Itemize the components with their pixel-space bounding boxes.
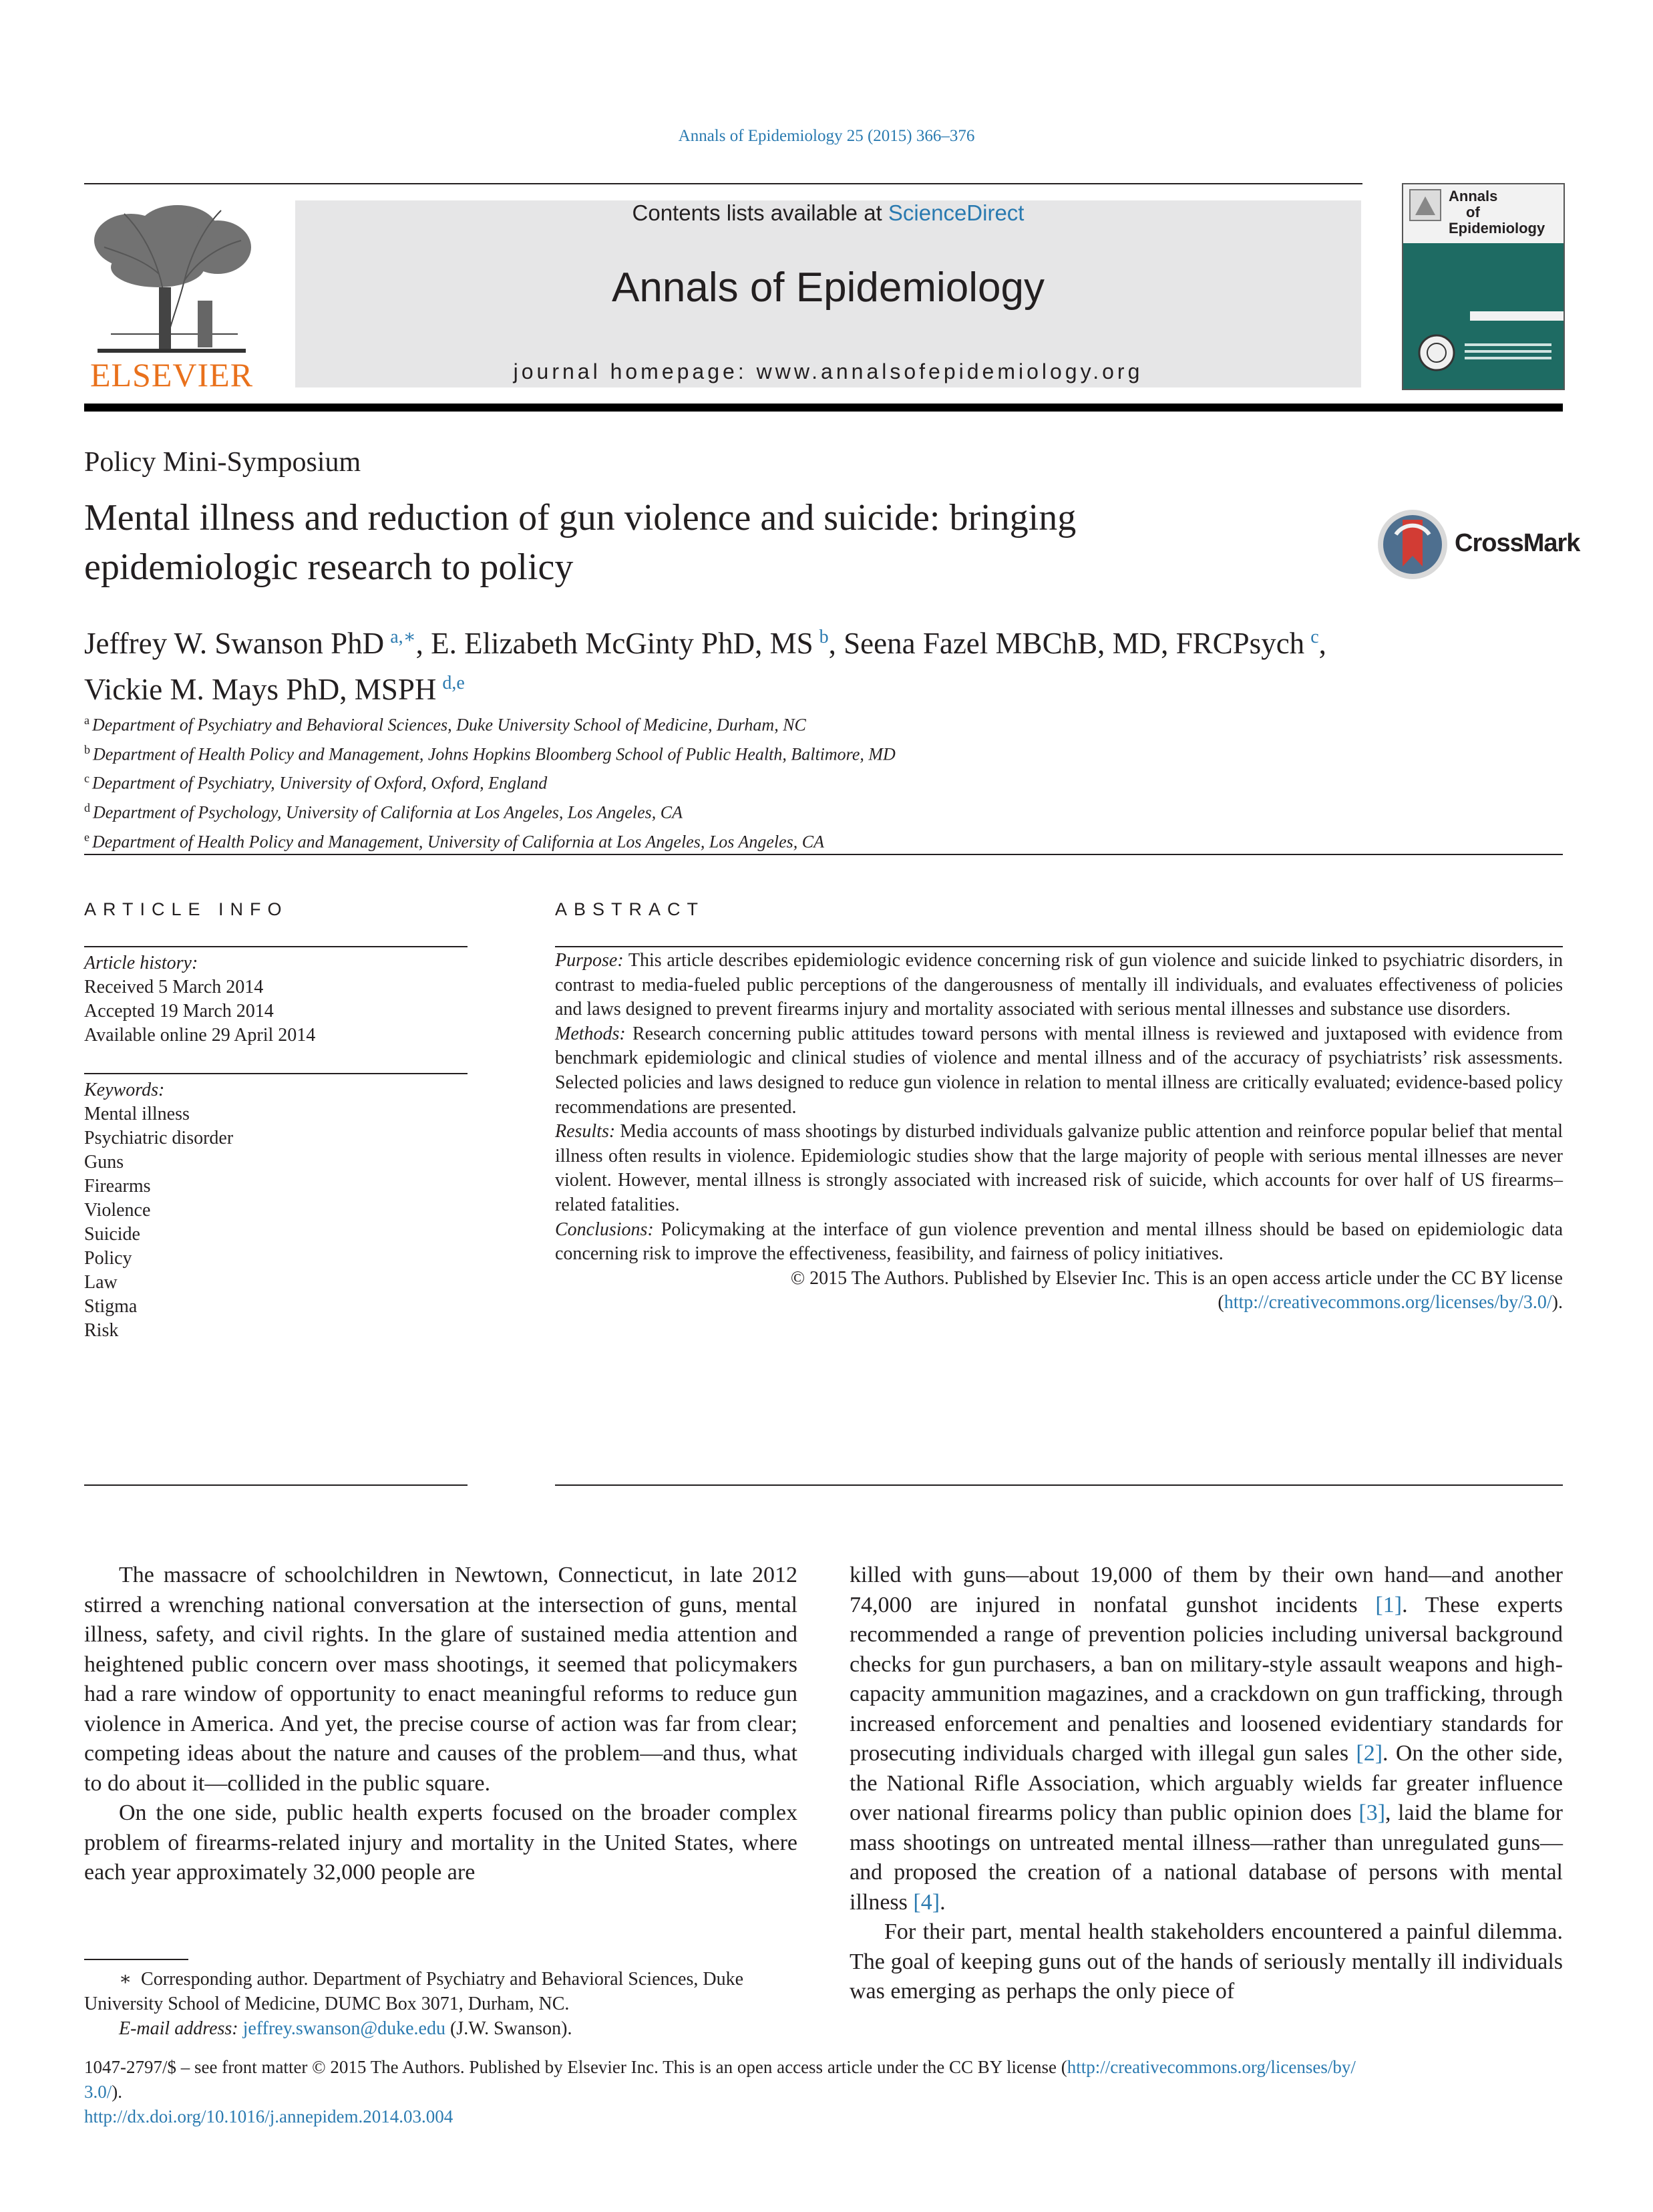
body-paragraph: killed with guns—about 19,000 of them by their own hand—and another 74,000 are injured in nonfatal gunshot incidents [1]. These experts recommended a range of prevention policies including universal background checks for gun purchasers, a ban on military-style assault weapons and high-capacity ammunition magazines, and a crackdown on gun trafficking, through increased enforcement and penalties and loosened evidentiary standards for prosecuting individuals charged with illegal gun sales [2]. On the other side, the National Rifle Association, which arguably wields far greater influence over national firearms policy than public opinion does [3], laid the blame for mass shootings on untreated mental illness—rather than unregulated guns—and proposed the creation of a national database of persons with mental illness [4]. (850, 1563, 1563, 1915)
history-item: Available online 29 April 2014 (84, 1025, 316, 1046)
license-link-footer-cont[interactable]: 3.0/ (84, 2082, 112, 2102)
journal-homepage[interactable]: journal homepage: www.annalsofepidemiology.org (513, 359, 1143, 383)
affiliation-item: $^e$ Department of Health Policy and Management, University of California at Los Angeles, Los Angeles, CA (84, 830, 824, 852)
author-name: Seena Fazel MBChB, MD, FRCPsych (844, 627, 1305, 660)
abstract-conclusions: Conclusions: Policymaking at the interface of gun violence prevention and mental illness should be based on epidemiologic data concerning risk to improve the effectiveness, feasibility, and fairness of policy initiatives. (555, 1219, 1563, 1265)
author-affil-ref[interactable]: c (1310, 627, 1319, 647)
cover-seal-icon (1417, 333, 1457, 373)
history-item: Accepted 19 March 2014 (84, 1001, 274, 1021)
keyword-item: Suicide (84, 1224, 140, 1245)
abstract-heading: ABSTRACT (555, 899, 705, 919)
article-info-rule (84, 1073, 468, 1074)
license-link-footer[interactable]: http://creativecommons.org/licenses/by/ (1067, 2057, 1356, 2077)
author-name: Vickie M. Mays PhD, MSPH (84, 673, 437, 706)
keyword-item: Guns (84, 1152, 124, 1172)
article-info-rule (84, 946, 468, 947)
abstract-methods: Methods: Research concerning public attitudes toward persons with mental illness is reviewed and juxtaposed with evidence from benchmark epidemiologic and clinical studies of violence and mental illness and of the accuracy of psychiatrists’ risk assessments. Selected policies and laws designed to reduce gun violence in relation to mental illness are critically evaluated; evidence-based policy recommendations are presented. (555, 1023, 1563, 1118)
sciencedirect-link[interactable]: ScienceDirect (888, 200, 1025, 225)
license-link[interactable]: http://creativecommons.org/licenses/by/3.0/ (1224, 1292, 1552, 1313)
keyword-item: Firearms (84, 1176, 151, 1197)
copyright-notice: © 2015 The Authors. Published by Elsevier Inc. This is an open access article under the CC BY license (http://creativecommons.org/licenses/by/3.0/). (790, 1267, 1563, 1313)
journal-title: Annals of Epidemiology (612, 265, 1045, 311)
abstract-rule (555, 946, 1563, 947)
affiliation-item: $^c$ Department of Psychiatry, University of Oxford, Oxford, England (84, 772, 548, 793)
body-column-right (850, 1561, 1563, 2007)
keyword-item: Violence (84, 1200, 151, 1221)
reference-link[interactable]: [4] (913, 1889, 940, 1915)
keywords-list: Keywords: Mental illness Psychiatric disorder Guns Firearms Violence Suicide Policy Law Stigma Risk (84, 1078, 468, 1343)
author-list: Jeffrey W. Swanson PhD $^{a,∗}$, E. Elizabeth McGinty PhD, MS $^b$, Seena Fazel MBChB, MD, FRCPsych $^c$, Vickie M. Mays PhD, MSPH $^{d,e}$ (84, 627, 1326, 706)
header-rule (84, 183, 1362, 184)
contents-availability (295, 200, 1361, 226)
keyword-item: Stigma (84, 1296, 138, 1317)
elsevier-wordmark: ELSEVIER (89, 356, 254, 393)
crossmark-icon[interactable] (1376, 508, 1449, 581)
abstract-results: Results: Media accounts of mass shootings by disturbed individuals galvanize public attention and reinforce popular belief that mental illness often results in violence. Epidemiologic studies show that the large majority of people with serious mental illnesses are never violent. However, mental illness is strongly associated with increased risk of suicide, which accounts for over half of US firearms–related fatalities. (555, 1121, 1563, 1215)
cover-logo-icon (1409, 188, 1442, 222)
author-name: Jeffrey W. Swanson PhD (84, 627, 385, 660)
body-paragraph: For their part, mental health stakeholders encountered a painful dilemma. The goal of keeping guns out of the hands of seriously mentally ill individuals was emerging as perhaps the only piece of (850, 1919, 1563, 2004)
article-info-heading: ARTICLE INFO (84, 899, 289, 919)
author-affil-ref[interactable]: b (819, 627, 829, 647)
journal-cover-thumbnail (1402, 183, 1565, 390)
doi-link[interactable]: http://dx.doi.org/10.1016/j.annepidem.2014.03.004 (84, 2106, 453, 2126)
masthead-bottom-rule (84, 404, 1563, 412)
affiliations (84, 708, 1553, 854)
author-name: E. Elizabeth McGinty PhD, MS (431, 627, 813, 660)
reference-link[interactable]: [1] (1375, 1592, 1403, 1617)
keyword-item: Psychiatric disorder (84, 1128, 234, 1148)
reference-link[interactable]: [2] (1356, 1741, 1383, 1766)
crossmark-label[interactable]: CrossMark (1455, 529, 1580, 557)
abstract-body (555, 949, 1563, 1315)
affiliation-item: $^d$ Department of Psychology, University of California at Los Angeles, Los Angeles, CA (84, 800, 683, 822)
reference-link[interactable]: [3] (1358, 1800, 1386, 1825)
keyword-item: Policy (84, 1248, 132, 1269)
abstract-end-rule (555, 1484, 1563, 1486)
cover-title: Annals of Epidemiology (1449, 188, 1545, 236)
contents-prefix: Contents lists available at (632, 200, 888, 225)
body-paragraph: On the one side, public health experts focused on the broader complex problem of firearms-related injury and mortality in the United States, where each year approximately 32,000 people are (84, 1800, 797, 1885)
author-affil-ref[interactable]: d,e (442, 673, 465, 693)
article-title: Mental illness and reduction of gun violence and suicide: bringing epidemiologic research to policy (84, 497, 1077, 588)
section-rule (84, 854, 1563, 855)
body-paragraph: The massacre of schoolchildren in Newtown, Connecticut, in late 2012 stirred a wrenching national conversation at the intersection of guns, mental illness, safety, and civil rights. In the glare of sustained media attention and heightened public concern over mass shootings, it seemed that policymakers had a rare window of opportunity to enact meaningful reforms to reduce gun violence in America. And yet, the precise course of action was far from clear; competing ideas about the nature and causes of the problem—and thus, what to do about it—collided in the public square. (84, 1563, 797, 1796)
history-item: Received 5 March 2014 (84, 977, 264, 997)
keyword-item: Mental illness (84, 1104, 190, 1124)
article-info-end-rule (84, 1484, 468, 1486)
front-matter: 1047-2797/$ – see front matter © 2015 The Authors. Published by Elsevier Inc. This is an open access article under the CC BY license (http://creativecommons.org/licenses/by/ 3.0/). http://dx.doi.org/10.1016/j.annepidem.2014.03.004 (84, 2055, 1563, 2129)
author-affil-ref[interactable]: a,∗ (390, 627, 416, 647)
keyword-item: Risk (84, 1320, 119, 1341)
body-column-left (84, 1561, 797, 1888)
author-email-link[interactable]: jeffrey.swanson@duke.edu (242, 2018, 445, 2039)
footnote-rule (84, 1959, 188, 1960)
article-type: Policy Mini-Symposium (84, 447, 361, 478)
keyword-item: Law (84, 1272, 118, 1293)
affiliation-item: $^b$ Department of Health Policy and Management, Johns Hopkins Bloomberg School of Public Health, Baltimore, MD (84, 742, 896, 764)
article-history: Article history: Received 5 March 2014 Accepted 19 March 2014 Available online 29 April 2014 (84, 951, 468, 1048)
corresponding-author-footnote: ∗ Corresponding author. Department of Psychiatry and Behavioral Sciences, Duke University School of Medicine, DUMC Box 3071, Durham, NC. E-mail address: jeffrey.swanson@duke.edu (J.W. Swanson). (84, 1969, 744, 2039)
journal-citation[interactable]: Annals of Epidemiology 25 (2015) 366–376 (678, 127, 975, 145)
abstract-purpose: Purpose: This article describes epidemiologic evidence concerning risk of gun violence and suicide linked to psychiatric disorders, in contrast to media-fueled public perceptions of the dangerousness of mentally ill individuals, and evaluates effectiveness of policies and laws designed to prevent firearms injury and mortality associated with serious mental illnesses and substance use disorders. (555, 950, 1563, 1020)
affiliation-item: $^a$ Department of Psychiatry and Behavioral Sciences, Duke University School of Medicine, Durham, NC (84, 714, 806, 735)
